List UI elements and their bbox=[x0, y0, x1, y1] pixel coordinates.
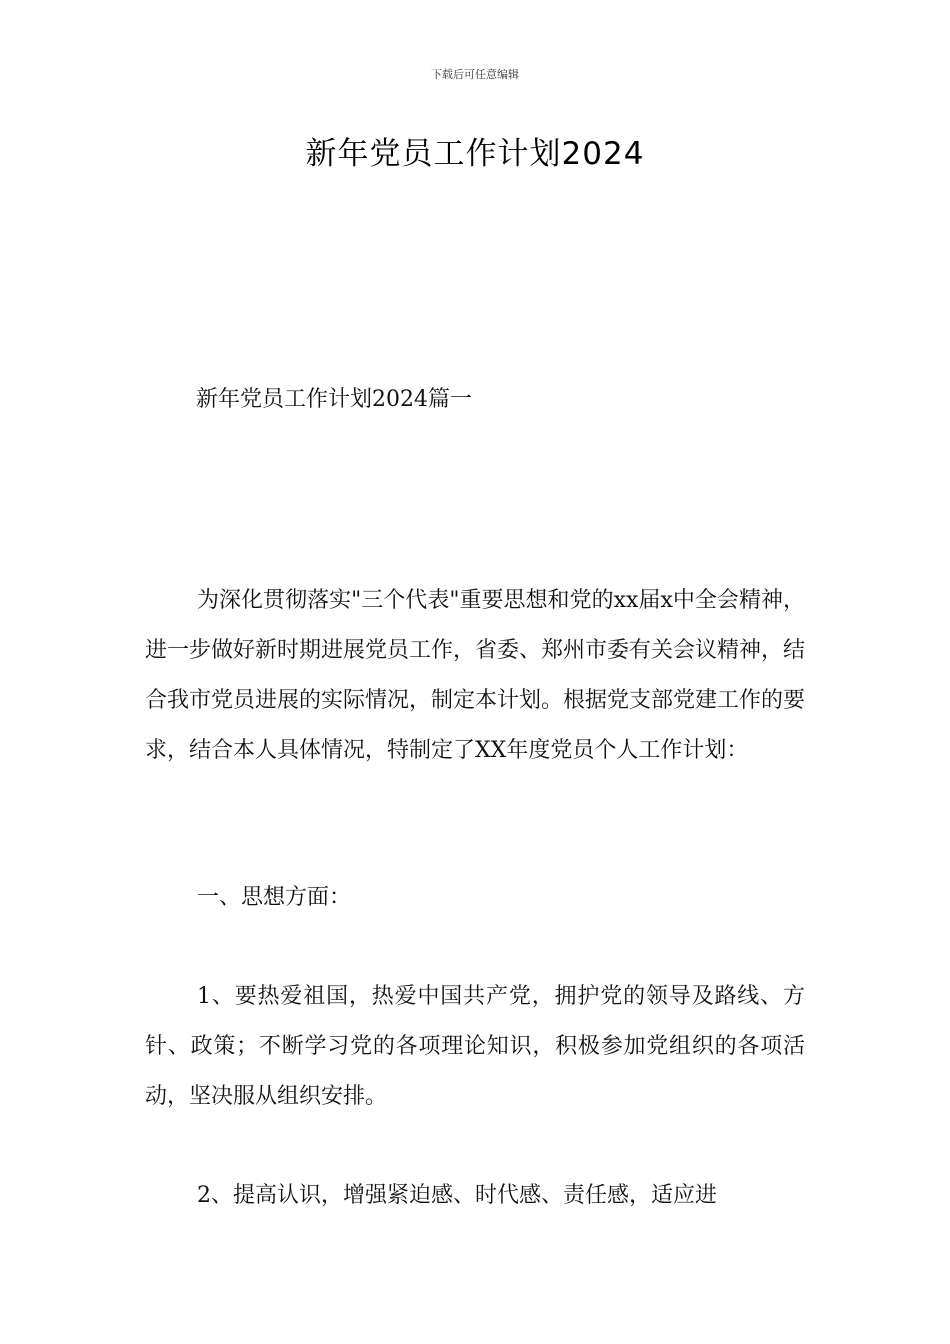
document-title: 新年党员工作计划2024 bbox=[305, 136, 645, 172]
paragraph-item-1: 1、要热爱祖国，热爱中国共产党，拥护党的领导及路线、方针、政策；不断学习党的各项理论知识，积极参加党组织的各项活动，坚决服从组织安排。 bbox=[145, 984, 805, 1109]
section-title: 新年党员工作计划2024篇一 bbox=[196, 387, 472, 412]
paragraph-heading-thought: 一、思想方面： bbox=[197, 885, 352, 910]
paragraph-intro: 为深化贯彻落实"三个代表"重要思想和党的xx届x中全会精神，进一步做好新时期进展党员工作，省委、郑州市委有关会议精神，结合我市党员进展的实际情况，制定本计划。根据党支部党建工作的要求，结合本人具体情况，特制定了XX年度党员个人工作计划： bbox=[145, 588, 806, 763]
paragraph-item-2: 2、提高认识，增强紧迫感、时代感、责任感，适应进 bbox=[197, 1183, 717, 1208]
page-header-note: 下载后可任意编辑 bbox=[431, 68, 519, 81]
